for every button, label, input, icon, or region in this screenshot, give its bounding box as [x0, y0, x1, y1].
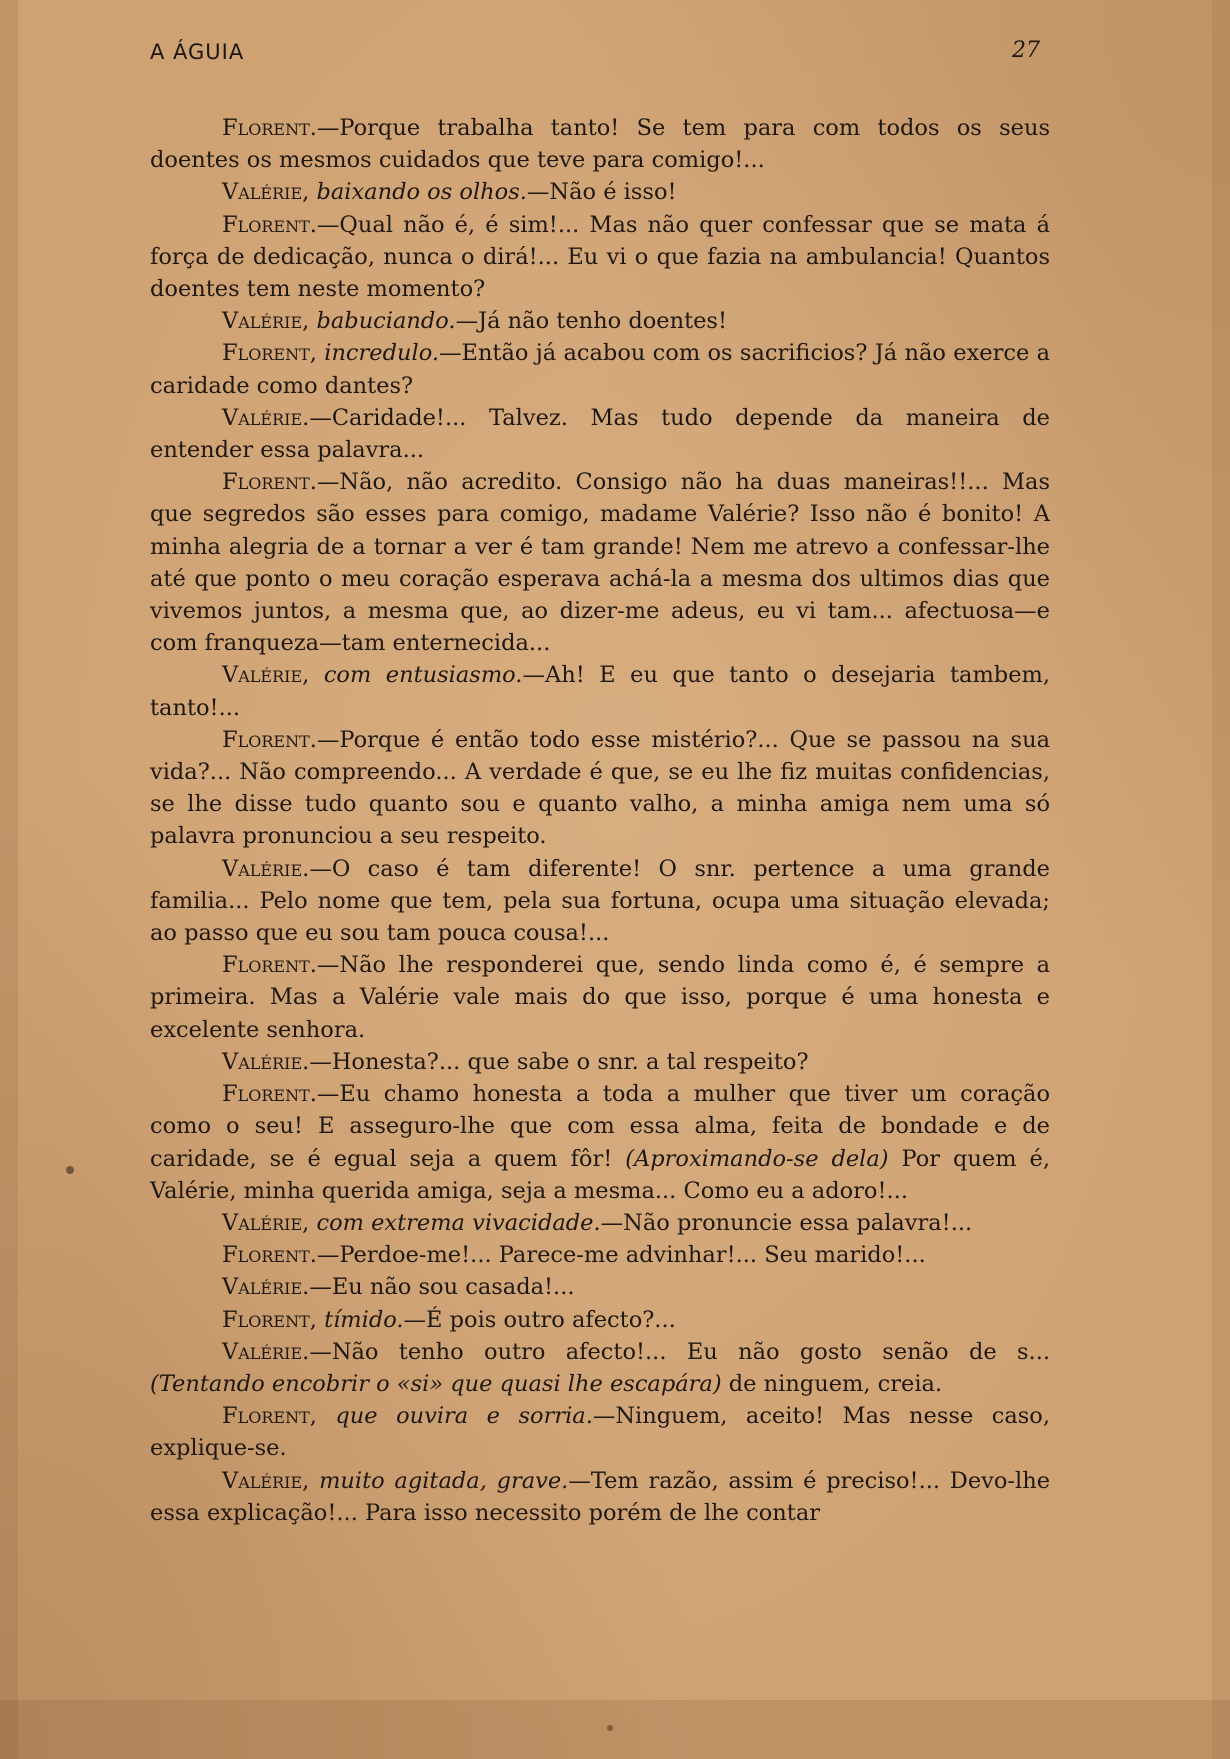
speech-text: —Não, não acredito. Consigo não ha duas maneiras!!... Mas que segredos são esses para comigo, madame Valérie? Isso não é bonito! A minha alegria de a tornar a ver é tam grande! Nem me atrevo a confessar-lhe até que ponto o meu coração esperava achá-la a mesma dos ultimos dias que vivemos juntos, a mesma que, ao dizer-me adeus, eu vi tam... afectuosa—e com franqueza—tam enternecida... [150, 469, 1050, 657]
stage-direction: que ouvira e sorria. [335, 1403, 593, 1430]
speaker-name: Valérie, [222, 662, 310, 689]
dialogue-line [150, 1046, 1050, 1078]
stage-direction: com extrema vivacidade. [316, 1209, 601, 1236]
speech-text: de ninguem, creia. [721, 1370, 943, 1397]
dialogue-line [150, 466, 1050, 659]
speaker-name: Florent. [222, 952, 317, 979]
speech-text: —Não pronuncie essa palavra!... [600, 1209, 973, 1236]
speaker-name: Valérie, [222, 1209, 310, 1236]
stage-direction: (Tentando encobrir o «si» que quasi lhe escapára) [150, 1370, 722, 1397]
speech-text: —Tem razão, assim é preciso!... Devo-lhe essa explicação!... Para isso necessito porém de lhe contar [150, 1467, 1051, 1526]
speech-text: —Porque é então todo esse mistério?... Que se passou na sua vida?... Não compreendo... A verdade é que, se eu lhe fiz muitas confidencias, se lhe disse tudo quanto sou e quanto valho, a minha amiga nem uma só palavra pronunciou a seu respeito. [150, 726, 1050, 850]
dialogue-line [150, 1207, 1050, 1239]
stage-direction: (Aproximando-se dela) [625, 1145, 889, 1172]
speech-text: —Qual não é, é sim!... Mas não quer confessar que se mata á força de dedicação, nunca o dirá!... Eu vi o que fazia na ambulancia! Quantos doentes tem neste momento? [150, 211, 1050, 303]
dialogue-line [150, 1400, 1050, 1464]
stage-direction: tímido. [324, 1306, 404, 1333]
speaker-name: Valérie, [222, 179, 310, 206]
stage-direction: com entusiasmo. [323, 662, 523, 689]
dialogue-line [150, 1465, 1050, 1529]
speech-text: —Não lhe responderei que, sendo linda como é, é sempre a primeira. Mas a Valérie vale mais do que isso, porque é uma honesta e excelente senhora. [150, 952, 1050, 1043]
running-title: A ÁGUIA [150, 40, 245, 64]
speaker-name: Valérie. [222, 404, 310, 431]
dialogue-line [150, 949, 1050, 1046]
speech-text: —Ninguem, aceito! Mas nesse caso, explique-se. [150, 1403, 1050, 1462]
stage-direction: babuciando. [316, 308, 456, 335]
dialogue-line [150, 1271, 1050, 1303]
speaker-name: Florent, [222, 1403, 317, 1430]
speaker-name: Valérie. [222, 1274, 310, 1301]
speaker-name: Valérie. [222, 855, 310, 882]
dialogue-line [150, 402, 1050, 466]
page-number: 27 [1012, 38, 1040, 63]
speech-text: —Eu não sou casada!... [309, 1274, 575, 1301]
speech-text: —Honesta?... que sabe o snr. a tal respeito? [309, 1048, 809, 1075]
speaker-name: Valérie. [222, 1048, 310, 1075]
speaker-name: Florent. [222, 1242, 317, 1269]
stage-direction: baixando os olhos. [316, 179, 527, 206]
dialogue-line [150, 659, 1050, 723]
speech-text: Por quem é, Valérie, minha querida amiga, seja a mesma... Como eu a adoro!... [150, 1145, 1051, 1204]
speaker-name: Florent. [222, 1081, 317, 1108]
dialogue-line [150, 305, 1050, 337]
speech-text: —Caridade!... Talvez. Mas tudo depende da maneira de entender essa palavra... [150, 404, 1050, 464]
speech-text: —Então já acabou com os sacrificios? Já não exerce a caridade como dantes? [150, 340, 1051, 399]
dialogue-line [150, 853, 1050, 950]
speaker-name: Valérie. [222, 1338, 310, 1365]
speaker-name: Florent. [222, 469, 317, 496]
dialogue-line [150, 724, 1050, 853]
speaker-name: Florent. [222, 211, 317, 238]
speaker-name: Florent. [222, 115, 317, 141]
speech-text: —Não tenho outro afecto!... Eu não gosto senão de s... [309, 1338, 1050, 1365]
dialogue-line [150, 1078, 1050, 1207]
speaker-name: Valérie, [222, 308, 310, 335]
dialogue-line [150, 1239, 1050, 1271]
speaker-name: Florent, [222, 340, 317, 367]
dialogue-line [150, 1336, 1050, 1400]
dialogue-line [150, 1304, 1050, 1336]
speaker-name: Florent. [222, 726, 317, 753]
stage-direction: muito agitada, grave. [319, 1467, 569, 1494]
dialogue-line [150, 209, 1050, 306]
dialogue-line [150, 176, 1050, 208]
dialogue-line [150, 112, 1050, 176]
speech-text: —O caso é tam diferente! O snr. pertence a uma grande familia... Pelo nome que tem, pela sua fortuna, ocupa uma situação elevada; ao passo que eu sou tam pouca cousa!... [150, 855, 1050, 947]
stage-direction: incredulo. [324, 340, 440, 367]
speech-text: —É pois outro afecto?... [403, 1306, 676, 1333]
speech-text: —Já não tenho doentes! [455, 308, 728, 335]
page-header [150, 38, 1040, 78]
speech-text: —Não é isso! [526, 179, 677, 206]
speaker-name: Florent, [222, 1306, 317, 1333]
speaker-name: Valérie, [222, 1467, 310, 1494]
speech-text: —Ah! E eu que tanto o desejaria tambem, tanto!... [150, 662, 1051, 721]
speech-text: —Perdoe-me!... Parece-me advinhar!... Seu marido!... [316, 1242, 926, 1269]
speech-text: —Porque trabalha tanto! Se tem para com todos os seus doentes os mesmos cuidados que teve para comigo!... [150, 115, 1050, 174]
dialogue-line [150, 337, 1050, 401]
speech-text: —Eu chamo honesta a toda a mulher que tiver um coração como o seu! E asseguro-lhe que com essa alma, feita de bondade e de caridade, se é egual seja a quem fôr! [150, 1081, 1050, 1172]
dialogue-text [150, 112, 1050, 1529]
